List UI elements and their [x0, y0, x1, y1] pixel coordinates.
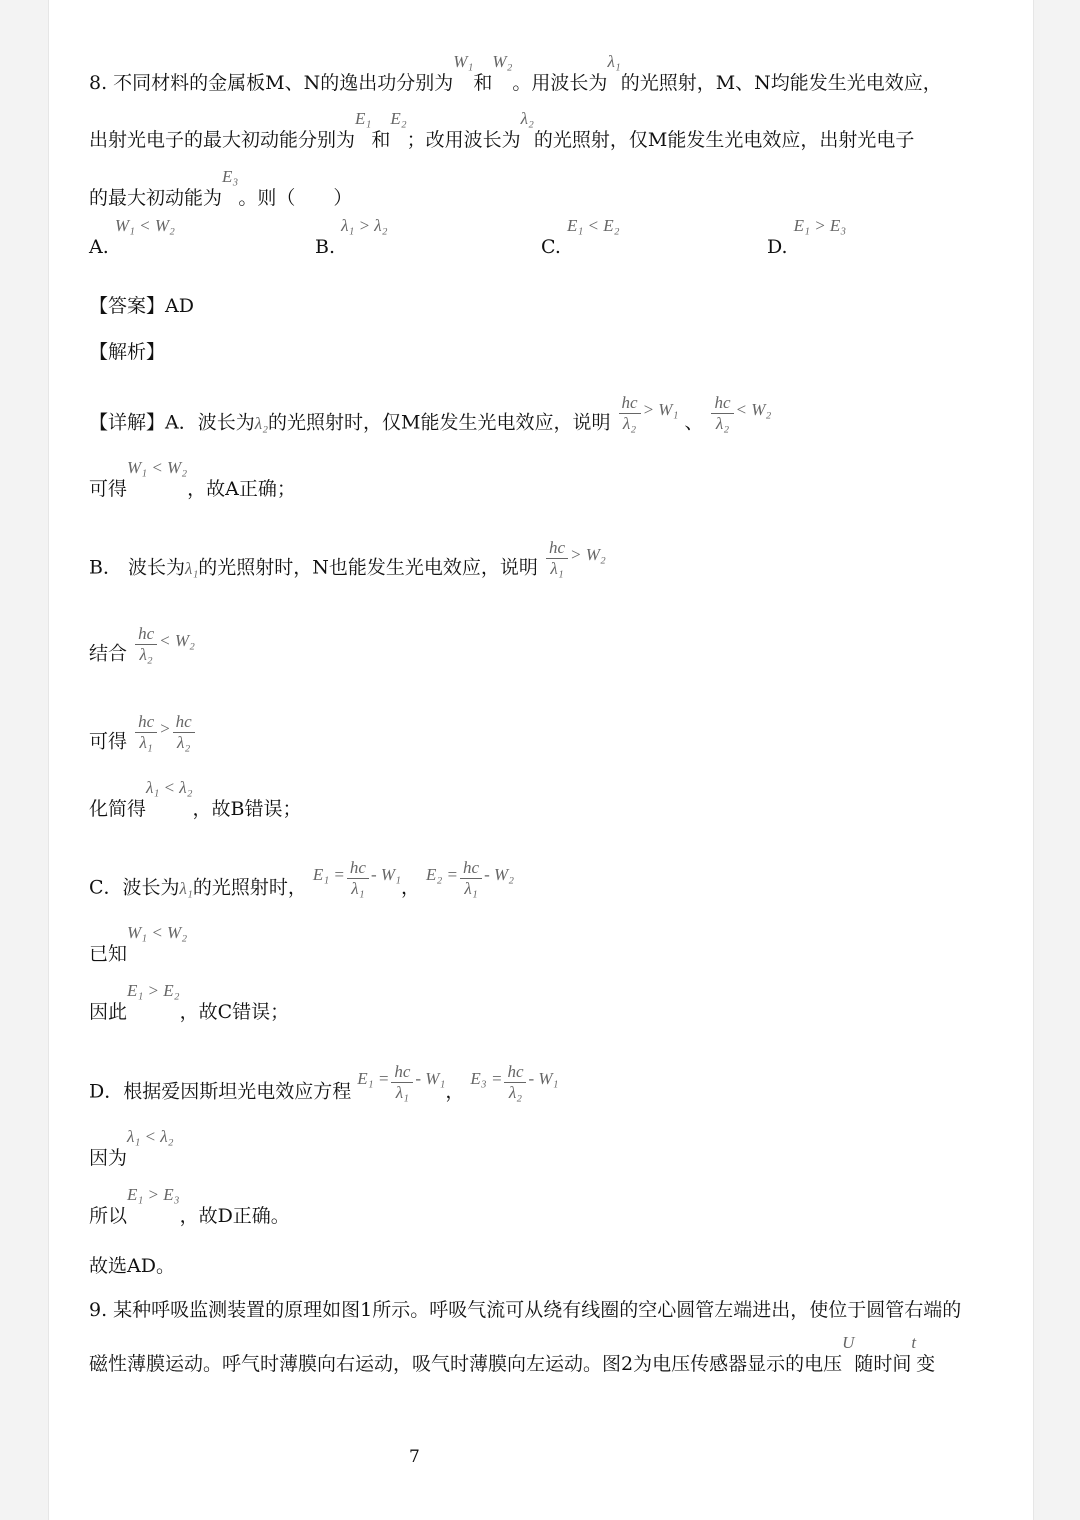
final-answer: 故选AD。 [89, 1255, 175, 1277]
fraction [619, 393, 641, 434]
q8-text: 的光照射，M、N均能发生光电效应， [620, 72, 942, 94]
math-lambda1: λ₁ [179, 878, 193, 898]
math-e3: E₃ [222, 167, 239, 186]
answer-line: 【答案】AD [89, 295, 194, 317]
q8-text: 8. 不同材料的金属板M、N的逸出功分别为 [89, 72, 454, 94]
detail-text: 已知 [89, 943, 128, 965]
analysis-header: 【解析】 [89, 341, 166, 363]
math-lambda1: λ₁ [607, 52, 621, 71]
option-d [767, 216, 847, 261]
detail-c-thus [89, 981, 290, 1026]
fraction [504, 1062, 526, 1103]
math-w2: W₂ [492, 52, 513, 71]
frac-den: λ₁ [395, 1083, 409, 1102]
detail-b-get [89, 712, 197, 763]
detail-c-line [89, 858, 515, 909]
detail-text: 可得 [89, 478, 128, 500]
detail-text: 化简得 [89, 798, 147, 820]
option-label: C. [541, 236, 561, 258]
detail-text: ， [400, 876, 420, 899]
detail-b-simplify [89, 778, 302, 823]
q8-text: 。则（ ） [238, 187, 353, 209]
detail-text: 【详解】A．波长为 [89, 411, 255, 434]
fraction [135, 624, 157, 665]
frac-den: λ₂ [176, 733, 191, 752]
math-rel: > [159, 718, 171, 738]
q8-text: 的最大初动能为 [89, 187, 223, 209]
option-c [541, 216, 620, 261]
q8-line2 [89, 109, 915, 154]
detail-text: 的光照射时， [192, 876, 307, 899]
math-rel: < W₂ [159, 630, 195, 650]
q9-text: 变 [916, 1353, 936, 1375]
frac-den: λ₁ [351, 879, 365, 898]
frac-num: hc [135, 624, 157, 645]
detail-c-known [89, 923, 188, 968]
detail-text: D．根据爱因斯坦光电效应方程 [89, 1080, 352, 1103]
math-expr: - W₂ [484, 864, 515, 884]
math-expr: E₁ = [312, 864, 345, 884]
math-rel: E₁ > E₂ [127, 981, 180, 1000]
frac-den: λ₂ [715, 414, 730, 433]
math-rel: > W₂ [570, 544, 606, 564]
q9-line2 [89, 1333, 936, 1378]
math-expr: - W₁ [370, 864, 401, 884]
option-label: A. [89, 236, 109, 258]
math-lambda1: λ₁ [185, 558, 199, 578]
detail-text: 的光照射时，仅M能发生光电效应，说明 [268, 411, 611, 434]
detail-text: 、 [684, 411, 704, 434]
fraction [391, 1062, 413, 1103]
detail-text: 结合 [89, 642, 128, 665]
detail-text: ，故D正确。 [179, 1205, 290, 1227]
detail-text: C．波长为 [89, 876, 180, 899]
q8-line3 [89, 167, 353, 212]
page-number: 7 [409, 1447, 420, 1467]
math-lambda2: λ₂ [520, 109, 534, 128]
fraction [546, 538, 568, 579]
frac-num: hc [619, 393, 641, 414]
option-label: D. [767, 236, 788, 258]
math-lambda2: λ₂ [254, 413, 269, 433]
detail-text: ，故B错误； [192, 798, 302, 820]
q9-text: 随时间 [854, 1353, 912, 1375]
frac-num: hc [135, 712, 157, 733]
detail-text: ，故C错误； [179, 1001, 290, 1023]
q8-line1 [89, 52, 942, 97]
math-e2: E₂ [390, 109, 407, 128]
option-expr: E₁ < E₂ [566, 216, 620, 235]
q9-text: 磁性薄膜运动。呼气时薄膜向右运动，吸气时薄膜向左运动。图2为电压传感器显示的电压 [89, 1353, 843, 1375]
q8-text: ；改用波长为 [406, 129, 521, 151]
detail-a-conclusion [89, 458, 296, 503]
detail-text: B． 波长为 [89, 556, 186, 579]
frac-den: λ₂ [139, 645, 153, 664]
document-page [48, 0, 1034, 1520]
detail-b-combine [89, 624, 195, 675]
frac-den: λ₁ [139, 733, 153, 752]
option-expr: λ₁ > λ₂ [341, 216, 388, 235]
detail-text: 可得 [89, 730, 128, 753]
option-b [315, 216, 388, 261]
detail-text: ，故A正确； [187, 478, 296, 500]
fraction [173, 712, 195, 753]
frac-num: hc [391, 1062, 413, 1083]
frac-den: λ₁ [464, 879, 478, 898]
math-expr: E₃ = [470, 1068, 503, 1088]
q9-line1: 9. 某种呼吸监测装置的原理如图1所示。呼吸气流可从绕有线圈的空心圆管左端进出，使位于圆管右端的 [89, 1299, 962, 1321]
math-t: t [911, 1333, 917, 1352]
math-w1: W₁ [453, 52, 474, 71]
math-rel: W₁ < W₂ [127, 458, 188, 477]
q8-text: 出射光电子的最大初动能分别为 [89, 129, 356, 151]
math-expr: - W₁ [528, 1068, 559, 1088]
detail-text: 因为 [89, 1147, 128, 1169]
frac-num: hc [173, 712, 195, 733]
option-label: B. [315, 236, 336, 258]
frac-num: hc [347, 858, 369, 879]
detail-text: 的光照射时，N也能发生光电效应，说明 [198, 556, 538, 579]
math-rel: λ₁ < λ₂ [146, 778, 193, 797]
detail-a-line [89, 393, 772, 444]
detail-d-because [89, 1127, 174, 1172]
math-rel: < W₂ [735, 399, 772, 419]
frac-num: hc [460, 858, 482, 879]
math-rel: > W₁ [642, 399, 679, 419]
math-expr: E₂ = [426, 864, 459, 884]
math-rel: λ₁ < λ₂ [127, 1127, 174, 1146]
fraction [460, 858, 482, 899]
fraction [135, 712, 157, 753]
math-rel: E₁ > E₃ [127, 1185, 180, 1204]
detail-b-line [89, 538, 606, 589]
fraction [347, 858, 369, 899]
option-expr: W₁ < W₂ [114, 216, 175, 235]
q8-text: 。用波长为 [512, 72, 608, 94]
frac-den: λ₂ [508, 1083, 523, 1102]
frac-den: λ₁ [550, 559, 564, 578]
frac-den: λ₂ [622, 414, 637, 433]
fraction [711, 393, 733, 434]
option-a [89, 216, 175, 261]
frac-num: hc [546, 538, 568, 559]
option-expr: E₁ > E₃ [793, 216, 847, 235]
math-rel: W₁ < W₂ [127, 923, 188, 942]
frac-num: hc [711, 393, 733, 414]
detail-text: 所以 [89, 1205, 128, 1227]
math-expr: E₁ = [357, 1068, 390, 1088]
q8-text: 的光照射，仅M能发生光电效应，出射光电子 [533, 129, 915, 151]
math-expr: - W₁ [415, 1068, 446, 1088]
detail-d-line [89, 1062, 559, 1113]
math-e1: E₁ [355, 109, 372, 128]
detail-d-so [89, 1185, 290, 1230]
detail-text: ， [445, 1080, 465, 1103]
detail-text: 因此 [89, 1001, 128, 1023]
frac-num: hc [504, 1062, 526, 1083]
q8-text: 和 [473, 72, 493, 94]
q8-text: 和 [371, 129, 391, 151]
math-u: U [842, 1333, 855, 1352]
